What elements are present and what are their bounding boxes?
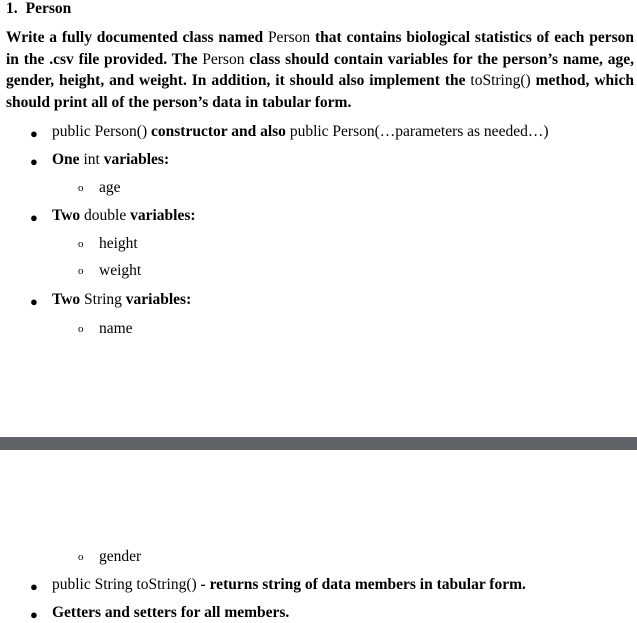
- intro-part-7: method, which should print all of the person’s data in tabular form.: [6, 72, 634, 112]
- constructor-connector: constructor and also: [147, 123, 290, 140]
- intro-paragraph: [6, 27, 634, 114]
- page-break-divider: [0, 437, 637, 450]
- circle-bullet-icon: o: [78, 551, 84, 563]
- bullet-dot-icon: ●: [30, 154, 38, 169]
- section-title: Person: [25, 0, 72, 17]
- double-type: double: [84, 207, 127, 224]
- bullet-constructor-text: [52, 123, 548, 141]
- circle-bullet-icon: o: [78, 265, 84, 277]
- int-label: variables:: [99, 151, 170, 168]
- intro-part-3: that contains biological statistics of each person in the .csv file provided. The: [6, 29, 634, 68]
- bullet-string-text: [52, 291, 191, 309]
- int-type: int: [83, 151, 100, 168]
- tostring-description: - returns string of data members in tabular form.: [196, 576, 526, 593]
- bullet-dot-icon: ●: [30, 126, 38, 141]
- bullet-dot-icon: ●: [30, 607, 38, 622]
- tostring-signature: public String toString(): [52, 576, 197, 593]
- circle-bullet-icon: o: [78, 182, 84, 194]
- sub-item-weight-text: weight: [99, 262, 142, 279]
- string-count: Two: [52, 291, 85, 308]
- intro-part-1: Write a fully documented class named: [6, 29, 268, 46]
- constructor-params: public Person(…parameters as needed…): [289, 123, 549, 140]
- section-number: 1.: [6, 0, 18, 17]
- int-count: One: [52, 151, 84, 168]
- string-label: variables:: [121, 291, 192, 308]
- double-label: variables:: [126, 207, 196, 224]
- section-heading: [6, 0, 71, 18]
- bullet-double-text: [52, 207, 196, 225]
- bullet-dot-icon: ●: [30, 579, 38, 594]
- bullet-dot-icon: ●: [30, 294, 38, 309]
- sub-item-age-text: age: [99, 179, 121, 196]
- sub-item-name-text: name: [99, 320, 133, 337]
- bullet-dot-icon: ●: [30, 210, 38, 225]
- intro-class-name-1: Person: [267, 29, 311, 46]
- getters-setters-text: Getters and setters for all members.: [52, 604, 290, 621]
- double-count: Two: [52, 207, 85, 224]
- constructor-default: public Person(): [52, 123, 148, 140]
- sub-item-gender-text: gender: [99, 548, 142, 565]
- sub-item-height-text: height: [99, 235, 138, 252]
- intro-part-5: class should contain variables for the person’s name, age, gender, height, and weight. In addition, it should also implement the: [6, 50, 634, 90]
- document-page-2: [0, 450, 637, 623]
- bullet-tostring-text: [52, 576, 526, 594]
- circle-bullet-icon: o: [78, 238, 84, 250]
- bullet-int-text: [52, 151, 169, 169]
- circle-bullet-icon: o: [78, 323, 84, 335]
- intro-class-name-2: Person: [202, 50, 245, 68]
- string-type: String: [84, 291, 122, 308]
- intro-method-name: toString(): [470, 72, 531, 90]
